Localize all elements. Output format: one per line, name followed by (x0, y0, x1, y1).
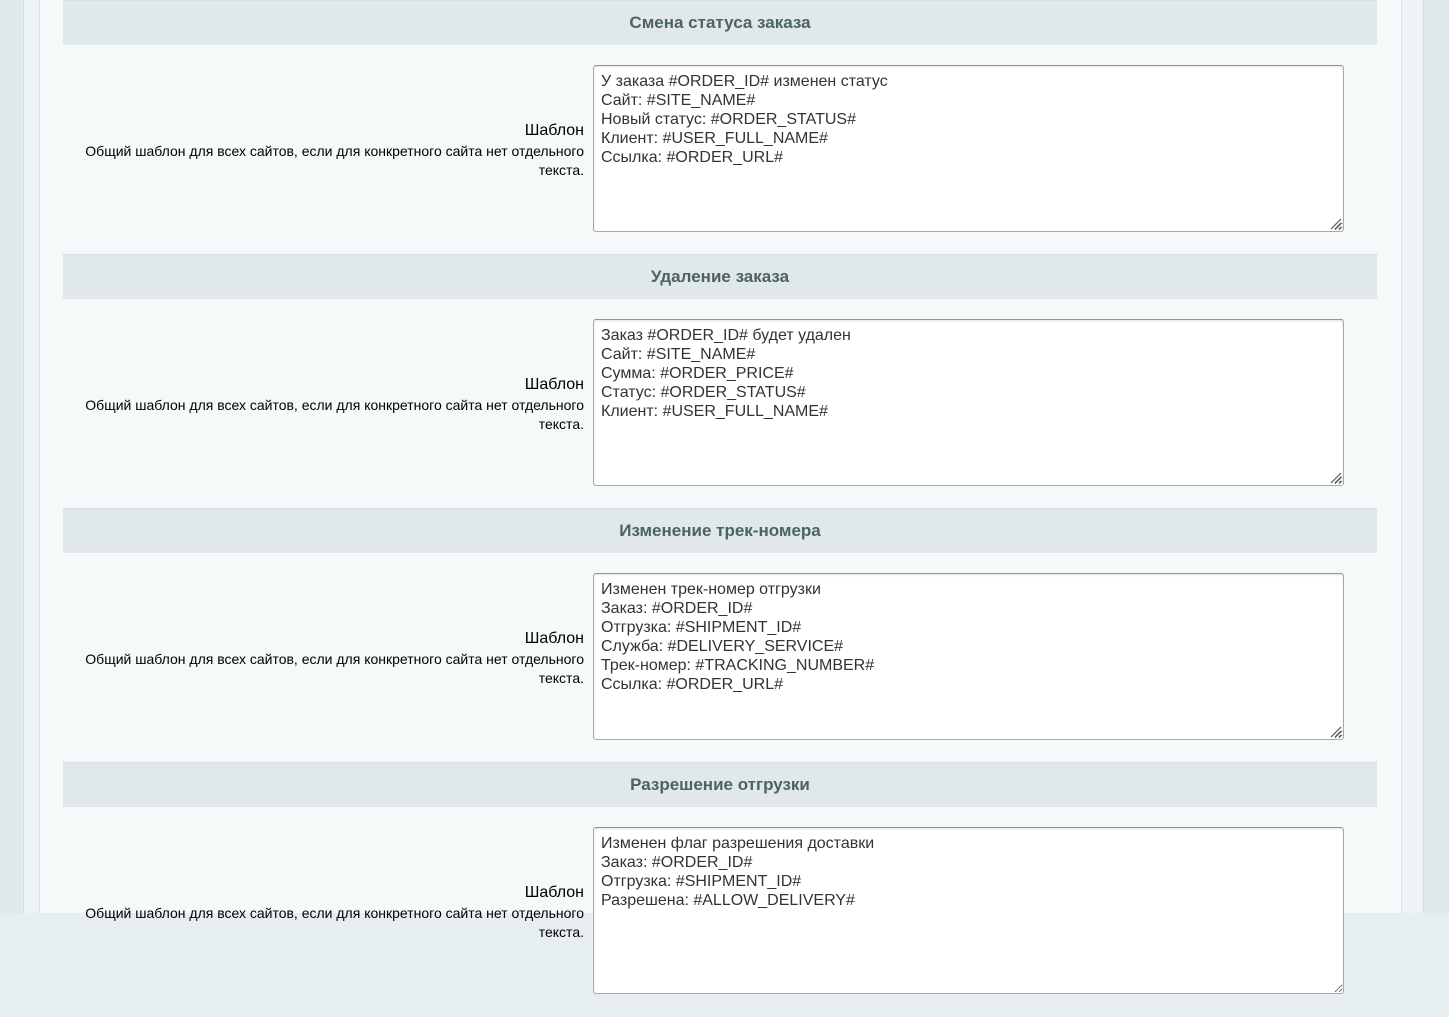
template-row (63, 807, 1377, 1017)
template-hint: Общий шаблон для всех сайтов, если для конкретного сайта нет отдельного текста. (85, 397, 584, 432)
template-label: Шаблон (524, 630, 584, 647)
template-textarea[interactable] (593, 827, 1344, 994)
template-label: Шаблон (524, 122, 584, 139)
section-shipment-allow (63, 762, 1377, 1017)
section-order-delete (63, 254, 1377, 509)
template-textarea[interactable] (593, 573, 1344, 740)
left-gutter (0, 0, 22, 913)
section-order-status-change (63, 0, 1377, 255)
template-label: Шаблон (524, 376, 584, 393)
template-hint: Общий шаблон для всех сайтов, если для конкретного сайта нет отдельного текста. (85, 651, 584, 686)
template-row (63, 553, 1377, 763)
section-header: Изменение трек-номера (63, 508, 1377, 553)
section-header: Удаление заказа (63, 254, 1377, 299)
template-row (63, 45, 1377, 255)
template-row (63, 299, 1377, 509)
section-header: Смена статуса заказа (63, 0, 1377, 45)
template-label-group (84, 629, 584, 688)
template-label-group (84, 121, 584, 180)
section-header: Разрешение отгрузки (63, 762, 1377, 807)
template-label-group (84, 375, 584, 434)
template-label-group (84, 883, 584, 942)
template-hint: Общий шаблон для всех сайтов, если для конкретного сайта нет отдельного текста. (85, 905, 584, 940)
section-tracking-number-change (63, 508, 1377, 763)
right-gutter (1424, 0, 1449, 913)
template-hint: Общий шаблон для всех сайтов, если для конкретного сайта нет отдельного текста. (85, 143, 584, 178)
template-textarea[interactable] (593, 65, 1344, 232)
template-textarea[interactable] (593, 319, 1344, 486)
template-label: Шаблон (524, 884, 584, 901)
